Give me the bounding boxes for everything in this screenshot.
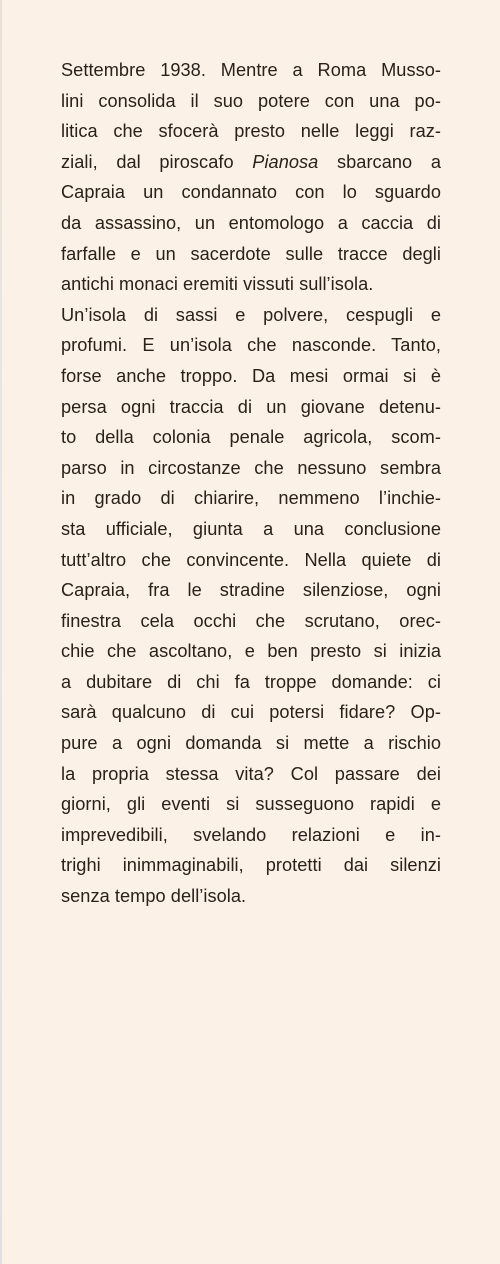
synopsis-line: Settembre 1938. Mentre a Roma Musso- <box>61 60 441 80</box>
ship-name: Pianosa <box>252 151 319 172</box>
synopsis-line: forse anche troppo. Da mesi ormai si è <box>61 365 441 386</box>
synopsis-line: imprevedibili, svelando relazioni e in- <box>61 824 441 845</box>
synopsis-line: chie che ascoltano, e ben presto si inizia <box>61 641 441 662</box>
synopsis-line: persa ogni traccia di un giovane detenu- <box>61 396 441 417</box>
synopsis-line: trighi inimmaginabili, protetti dai silenzi <box>61 855 441 876</box>
synopsis-line: senza tempo dell’isola. <box>61 886 247 907</box>
synopsis-text <box>61 55 441 912</box>
synopsis-line: sta ufficiale, giunta a una conclusione <box>61 518 441 539</box>
synopsis-line-with-ship-name <box>61 147 441 178</box>
synopsis-line-tail: sbarcano a <box>318 151 441 172</box>
synopsis-line: parso in circostanze che nessuno sembra <box>61 457 441 478</box>
synopsis-line: pure a ogni domanda si mette a rischio <box>61 733 441 754</box>
synopsis-line: Capraia, fra le stradine silenziose, ogni <box>61 580 441 601</box>
synopsis-line: lini consolida il suo potere con una po- <box>61 90 441 111</box>
synopsis-line: sarà qualcuno di cui potersi fidare? Op- <box>61 702 441 723</box>
synopsis-line: in grado di chiarire, nemmeno l’inchie- <box>61 488 441 509</box>
synopsis-line: a dubitare di chi fa troppe domande: ci <box>61 671 441 692</box>
synopsis-line: finestra cela occhi che scrutano, orec- <box>61 610 441 631</box>
spine-edge <box>0 0 2 1264</box>
synopsis-line: to della colonia penale agricola, scom- <box>61 427 441 448</box>
synopsis-line: Un’isola di sassi e polvere, cespugli e <box>61 304 441 325</box>
synopsis-line: litica che sfocerà presto nelle leggi raz- <box>61 121 441 142</box>
synopsis-line: antichi monaci eremiti vissuti sull’isola. <box>61 274 374 295</box>
synopsis-line-head: ziali, dal piroscafo <box>61 151 253 172</box>
synopsis-line: tutt’altro che convincente. Nella quiete di <box>61 549 441 570</box>
synopsis-line: Capraia un condannato con lo sguardo <box>61 182 441 203</box>
synopsis-line: farfalle e un sacerdote sulle tracce degli <box>61 243 441 264</box>
synopsis-line: da assassino, un entomologo a caccia di <box>61 212 441 233</box>
synopsis-line: giorni, gli eventi si susseguono rapidi e <box>61 794 441 815</box>
synopsis-line: la propria stessa vita? Col passare dei <box>61 763 441 784</box>
synopsis-line: profumi. E un’isola che nasconde. Tanto, <box>61 335 441 356</box>
